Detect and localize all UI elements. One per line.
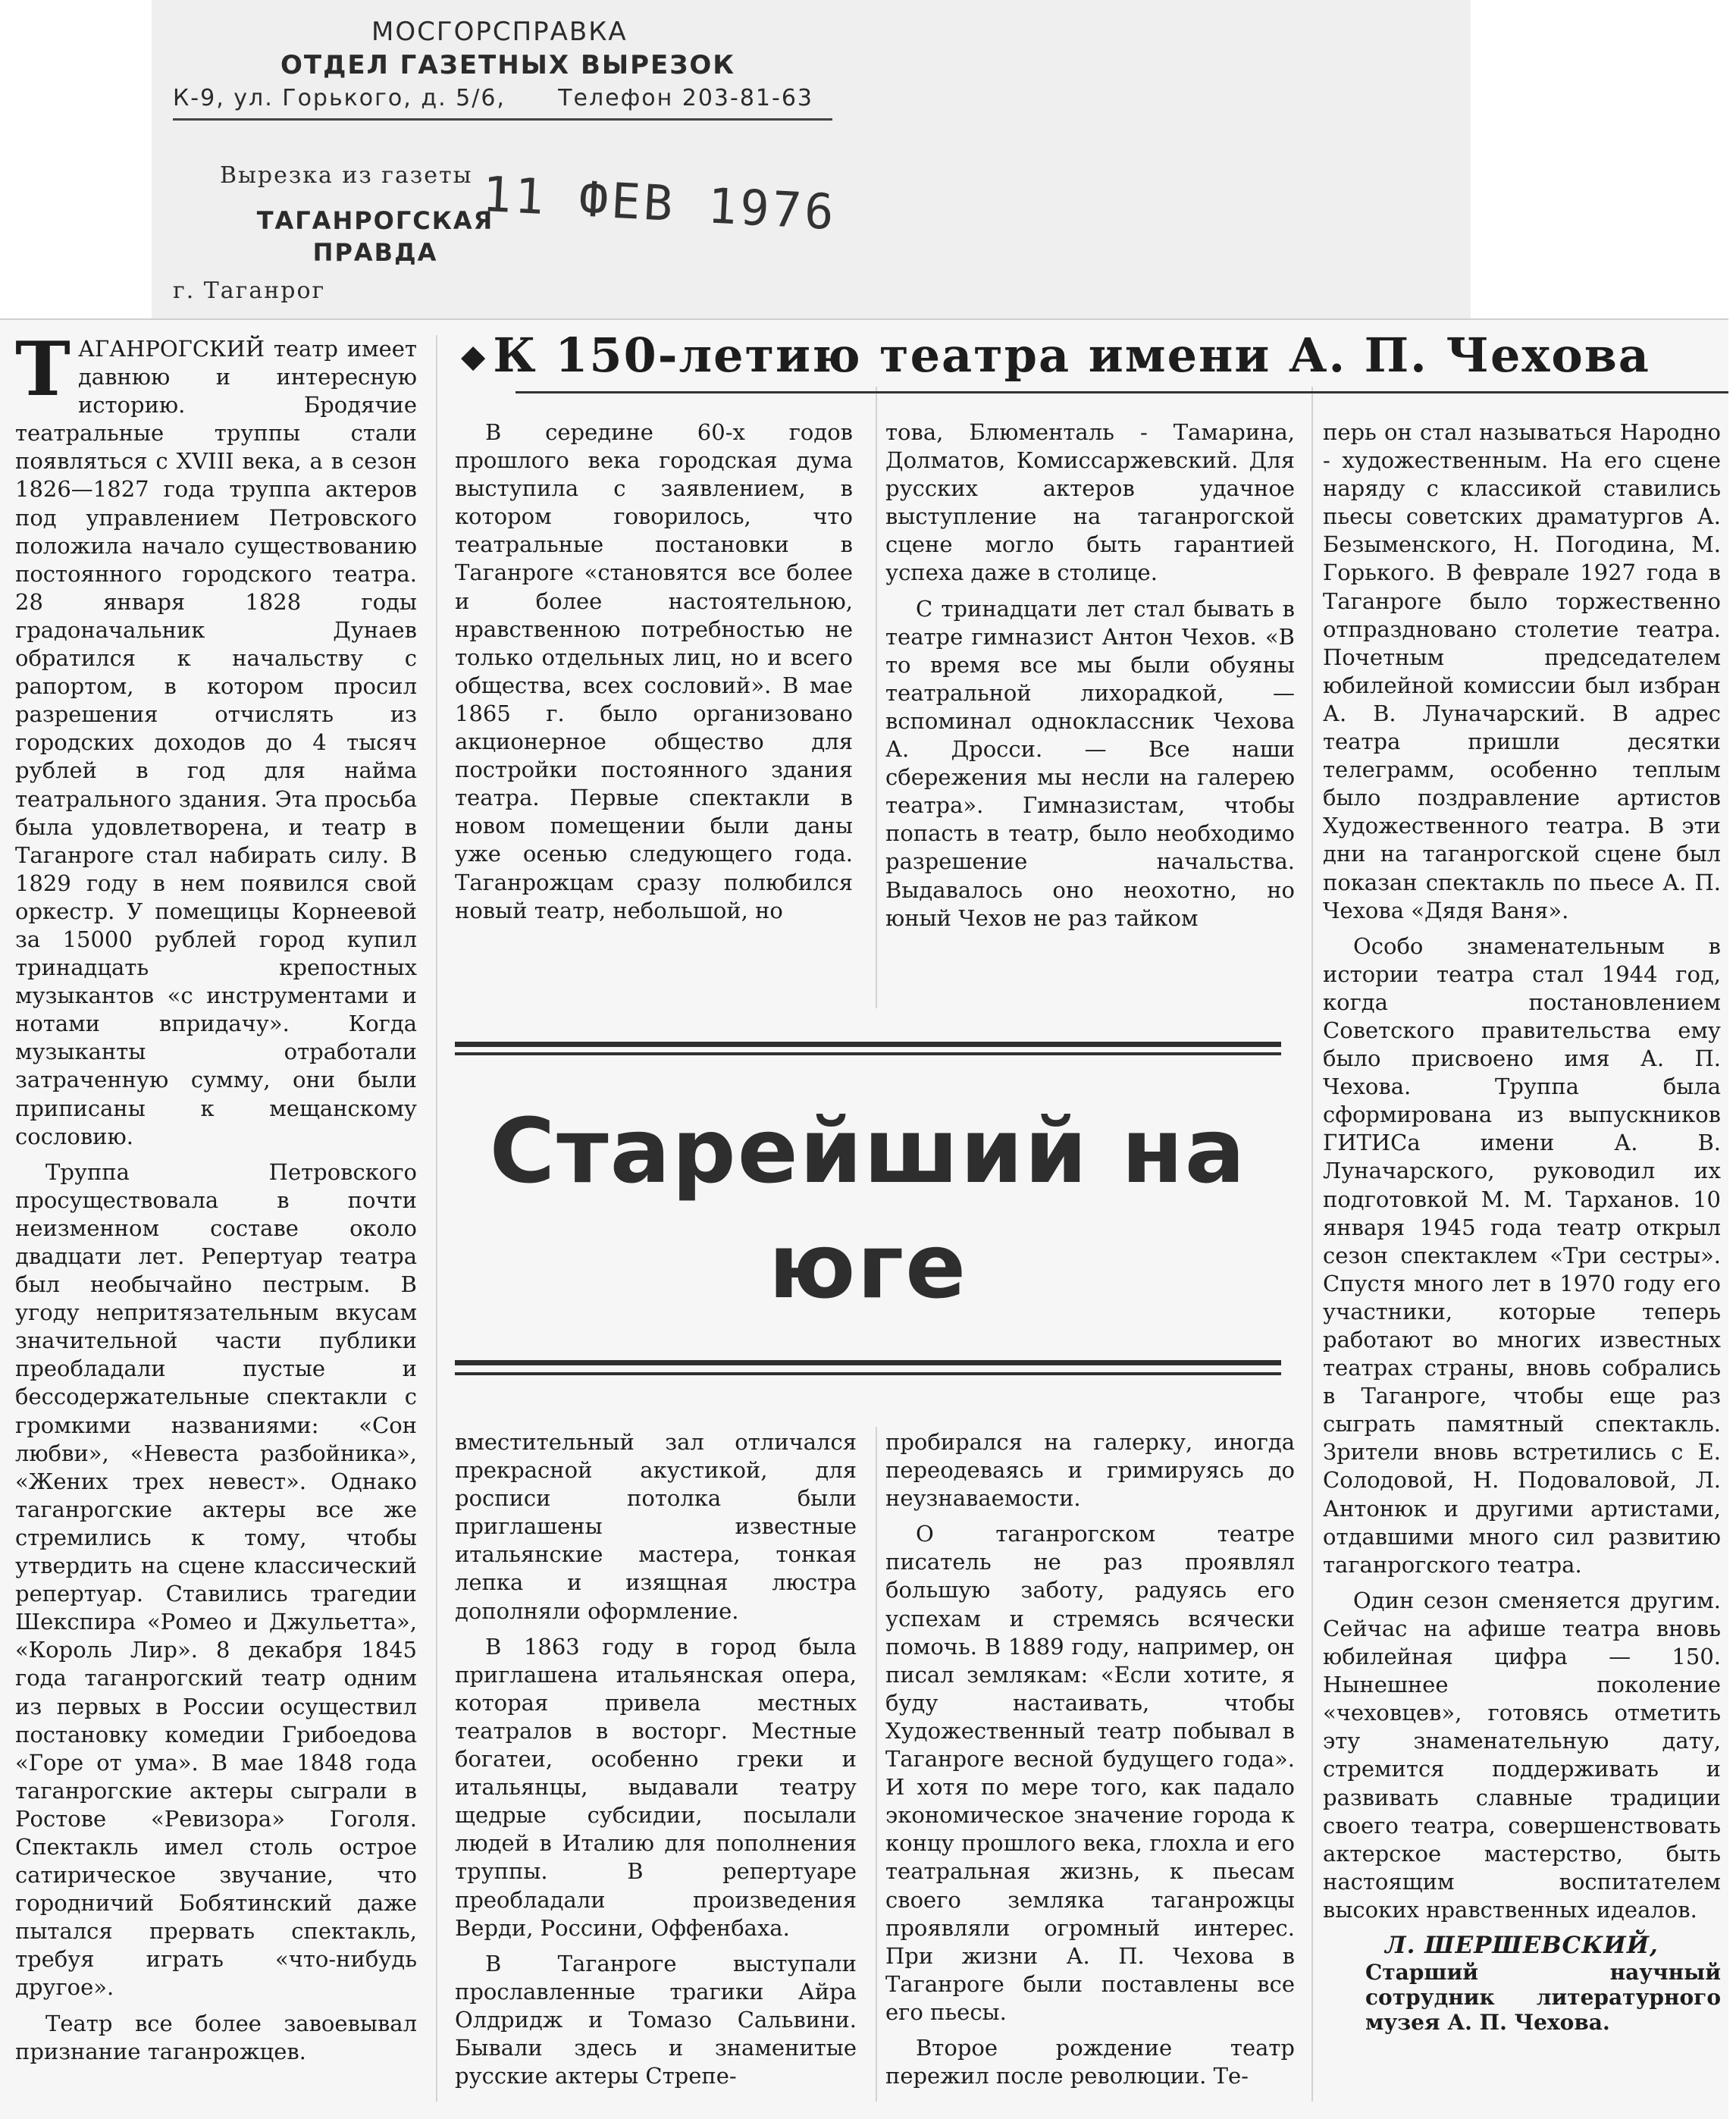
author-signature bbox=[1323, 1932, 1721, 2035]
stamp-newspaper-name: ТАГАНРОГСКАЯ ПРАВДА bbox=[256, 206, 494, 267]
article-paragraph bbox=[15, 326, 417, 1151]
article-paragraph: В Таганроге выступали прославленные трагики Айра Олдридж и Томазо Сальвини. Бывали здесь и знаменитые русские актеры Стрепе- bbox=[455, 1950, 857, 2089]
column-divider bbox=[876, 387, 877, 1008]
article-paragraph: Труппа Петровского просуществовала в почти неизменном составе около двадцати лет. Репертуар театра был необычайно пестрым. В угоду непритязательным вкусам значительной части публики преобладали пустые и бессодержательные спектакли с громкими названиями: «Сон любви», «Невеста разбойника», «Жених трех невест». Однако таганрогские актеры все же стремились к тому, чтобы утвердить на сцене классический репертуар. Ставились трагедии Шекспира «Ромео и Джульетта», «Король Лир». 8 декабря 1845 года таганрогский театр одним из первых в России осуществил постановку комедии Грибоедова «Горе от ума». В мае 1848 года таганрогские актеры сыграли в Ростове «Ревизора» Гоголя. Спектакль имел столь острое сатирическое звучание, что городничий Бобятинский даже пытался прервать спектакль, требуя играть «что-нибудь другое». bbox=[15, 1158, 417, 2001]
article-column-2 bbox=[455, 418, 853, 933]
stamp-divider bbox=[173, 118, 832, 121]
stamp-organization: МОСГОРСПРАВКА bbox=[371, 17, 628, 47]
column-divider bbox=[436, 335, 437, 2102]
stamp-address: К-9, ул. Горького, д. 5/6, Телефон 203-81-63 bbox=[173, 85, 813, 111]
article-kicker bbox=[461, 328, 1712, 383]
clipping-service-stamp bbox=[152, 0, 1471, 318]
article-column-6 bbox=[885, 1428, 1295, 2098]
stamp-source-label: Вырезка из газеты bbox=[220, 162, 473, 189]
article-paragraph: В середине 60-х годов прошлого века городская дума выступила с заявлением, в котором говорилось, что театральные постановки в Таганроге «становятся все более и более настоятельною, нравственною потребностью не только отдельных лиц, но и всего общества, всех сословий». В мае 1865 г. было организовано акционерное общество для постройки постоянного здания театра. Первые спектакли в новом помещении были даны уже осенью следующего года. Таганрожцам сразу полюбился новый театр, небольшой, но bbox=[455, 419, 853, 923]
drop-cap: Т bbox=[15, 326, 71, 413]
kicker-underline bbox=[515, 391, 1728, 393]
article-paragraph: пробирался на галерку, иногда переодеваясь и гримируясь до неузнаваемости. bbox=[885, 1429, 1295, 1512]
article-paragraph: Театр все более завоевывал признание таганрожцев. bbox=[15, 2010, 417, 2064]
headline-rule bbox=[455, 1360, 1281, 1365]
headline-rule bbox=[455, 1372, 1281, 1375]
stamp-department: ОТДЕЛ ГАЗЕТНЫХ ВЫРЕЗОК bbox=[280, 50, 736, 80]
stamp-date: 11 ФЕВ 1976 bbox=[481, 166, 838, 242]
paragraph-text: АГАНРОГСКИЙ театр имеет давнюю и интересную историю. Бродячие театральные труппы стали появляться с XVIII века, а в сезон 1826—1827 года труппа актеров под управлением Петровского положила начало существованию постоянного городского театра. 28 января 1828 годы градоначальник Дунаев обратился к начальству с рапортом, в котором просил разрешения отчислять из городских доходов до 4 тысяч рублей в год для найма театрального здания. Эта просьба была удовлетворена, и театр в Таганроге стал набирать силу. В 1829 году в нем появился свой оркестр. У помещицы Корнеевой за 15000 рублей город купил тринадцать крепостных музыкантов «с инструментами и нотами впридачу». Когда музыканты отработали затраченную сумму, они были приписаны к мещанскому сословию. bbox=[15, 336, 417, 1149]
article-paragraph: С тринадцати лет стал бывать в театре гимназист Антон Чехов. «В то время все мы были обуяны театральной лихорадкой, — вспоминал одноклассник Чехова А. Дросси. — Все наши сбережения мы несли на галерею театра». Гимназистам, чтобы попасть в театр, было необходимо разрешение начальства. Выдавалось оно неохотно, но юный Чехов не раз тайком bbox=[885, 595, 1295, 931]
stamp-city: г. Таганрог bbox=[173, 277, 326, 304]
article-column-4 bbox=[1323, 418, 1721, 2035]
article-paragraph: Один сезон сменяется другим. Сейчас на афише театра вновь юбилейная цифра — 150. Нынешнее поколение «чеховцев», готовясь отметить эту знаменательную дату, стремится поддерживать и развивать славные традиции своего театра, совершенствовать актерское мастерство, быть настоящим воспитателем высоких нравственных идеалов. bbox=[1323, 1587, 1721, 1923]
column-divider bbox=[876, 1427, 877, 2102]
article-paragraph: В 1863 году в город была приглашена итальянская опера, которая привела местных театралов в восторг. Местные богатеи, особенно греки и итальянцы, выдавали театру щедрые субсидии, посылали людей в Италию для пополнения труппы. В репертуаре преобладали произведения Верди, Россини, Оффенбаха. bbox=[455, 1633, 857, 1941]
headline-rule bbox=[455, 1052, 1281, 1055]
article-column-1 bbox=[15, 326, 417, 2074]
article-column-3 bbox=[885, 418, 1295, 940]
article-paragraph: перь он стал называться Народно - художественным. На его сцене наряду с классикой ставились пьесы советских драматургов А. Безыменского, Н. Погодина, М. Горького. В феврале 1927 года в Таганроге было торжественно отпраздновано столетие театра. Почетным председателем юбилейной комиссии был избран А. В. Луначарский. В адрес театра пришли десятки телеграмм, особенно теплым было поздравление артистов Художественного театра. В эти дни на таганрогской сцене был показан спектакль по пьесе А. П. Чехова «Дядя Ваня». bbox=[1323, 419, 1721, 923]
author-name: Л. ШЕРШЕВСКИЙ, bbox=[1385, 1931, 1659, 1959]
diamond-bullet-icon: ◆ bbox=[461, 337, 487, 375]
kicker-text: К 150-летию театра имени А. П. Чехова bbox=[493, 328, 1650, 383]
article-paragraph: вместительный зал отличался прекрасной акустикой, для росписи потолка были приглашены известные итальянские мастера, тонкая лепка и изящная люстра дополняли оформление. bbox=[455, 1429, 857, 1624]
article-paragraph: О таганрогском театре писатель не раз проявлял большую заботу, радуясь его успехам и стремясь всячески помочь. В 1889 году, например, он писал землякам: «Если хотите, я буду настаивать, чтобы Художественный театр побывал в Таганроге весной будущего года». И хотя по мере того, как падало экономическое значение города к концу прошлого века, глохла и его театральная жизнь, к пьесам своего земляка таганрожцы проявляли огромный интерес. При жизни А. П. Чехова в Таганроге были поставлены все его пьесы. bbox=[885, 1521, 1295, 2025]
article-column-5 bbox=[455, 1428, 857, 2098]
author-title: Старший научный сотрудник литературного музея А. П. Чехова. bbox=[1365, 1960, 1721, 2036]
column-divider bbox=[1311, 387, 1313, 2102]
article-headline: Старейший на юге bbox=[489, 1099, 1247, 1318]
newspaper-clipping bbox=[0, 318, 1728, 2119]
article-paragraph: Второе рождение театр пережил после революции. Те- bbox=[885, 2034, 1295, 2089]
headline-block bbox=[455, 1042, 1300, 1398]
article-paragraph: Особо знаменательным в истории театра стал 1944 год, когда постановлением Советского правительства ему было присвоено имя А. П. Чехова. Труппа была сформирована из выпускников ГИТИСа имени А. В. Луначарского, руководил их подготовкой М. М. Тарханов. 10 января 1945 года театр открыл сезон спектаклем «Три сестры». Спустя много лет в 1970 году его участники, которые теперь работают во многих известных театрах страны, вновь собрались в Таганроге, чтобы еще раз сыграть памятный спектакль. Зрители вновь встретились с Е. Солодовой, Н. Подоваловой, Л. Антонюк и другими артистами, отдавшими много сил развитию таганрогского театра. bbox=[1323, 933, 1721, 1578]
headline-rule bbox=[455, 1042, 1281, 1047]
article-paragraph: това, Блюменталь - Тамарина, Долматов, Комиссаржевский. Для русских актеров удачное выступление на таганрогской сцене могло быть гарантией успеха даже в столице. bbox=[885, 419, 1295, 586]
